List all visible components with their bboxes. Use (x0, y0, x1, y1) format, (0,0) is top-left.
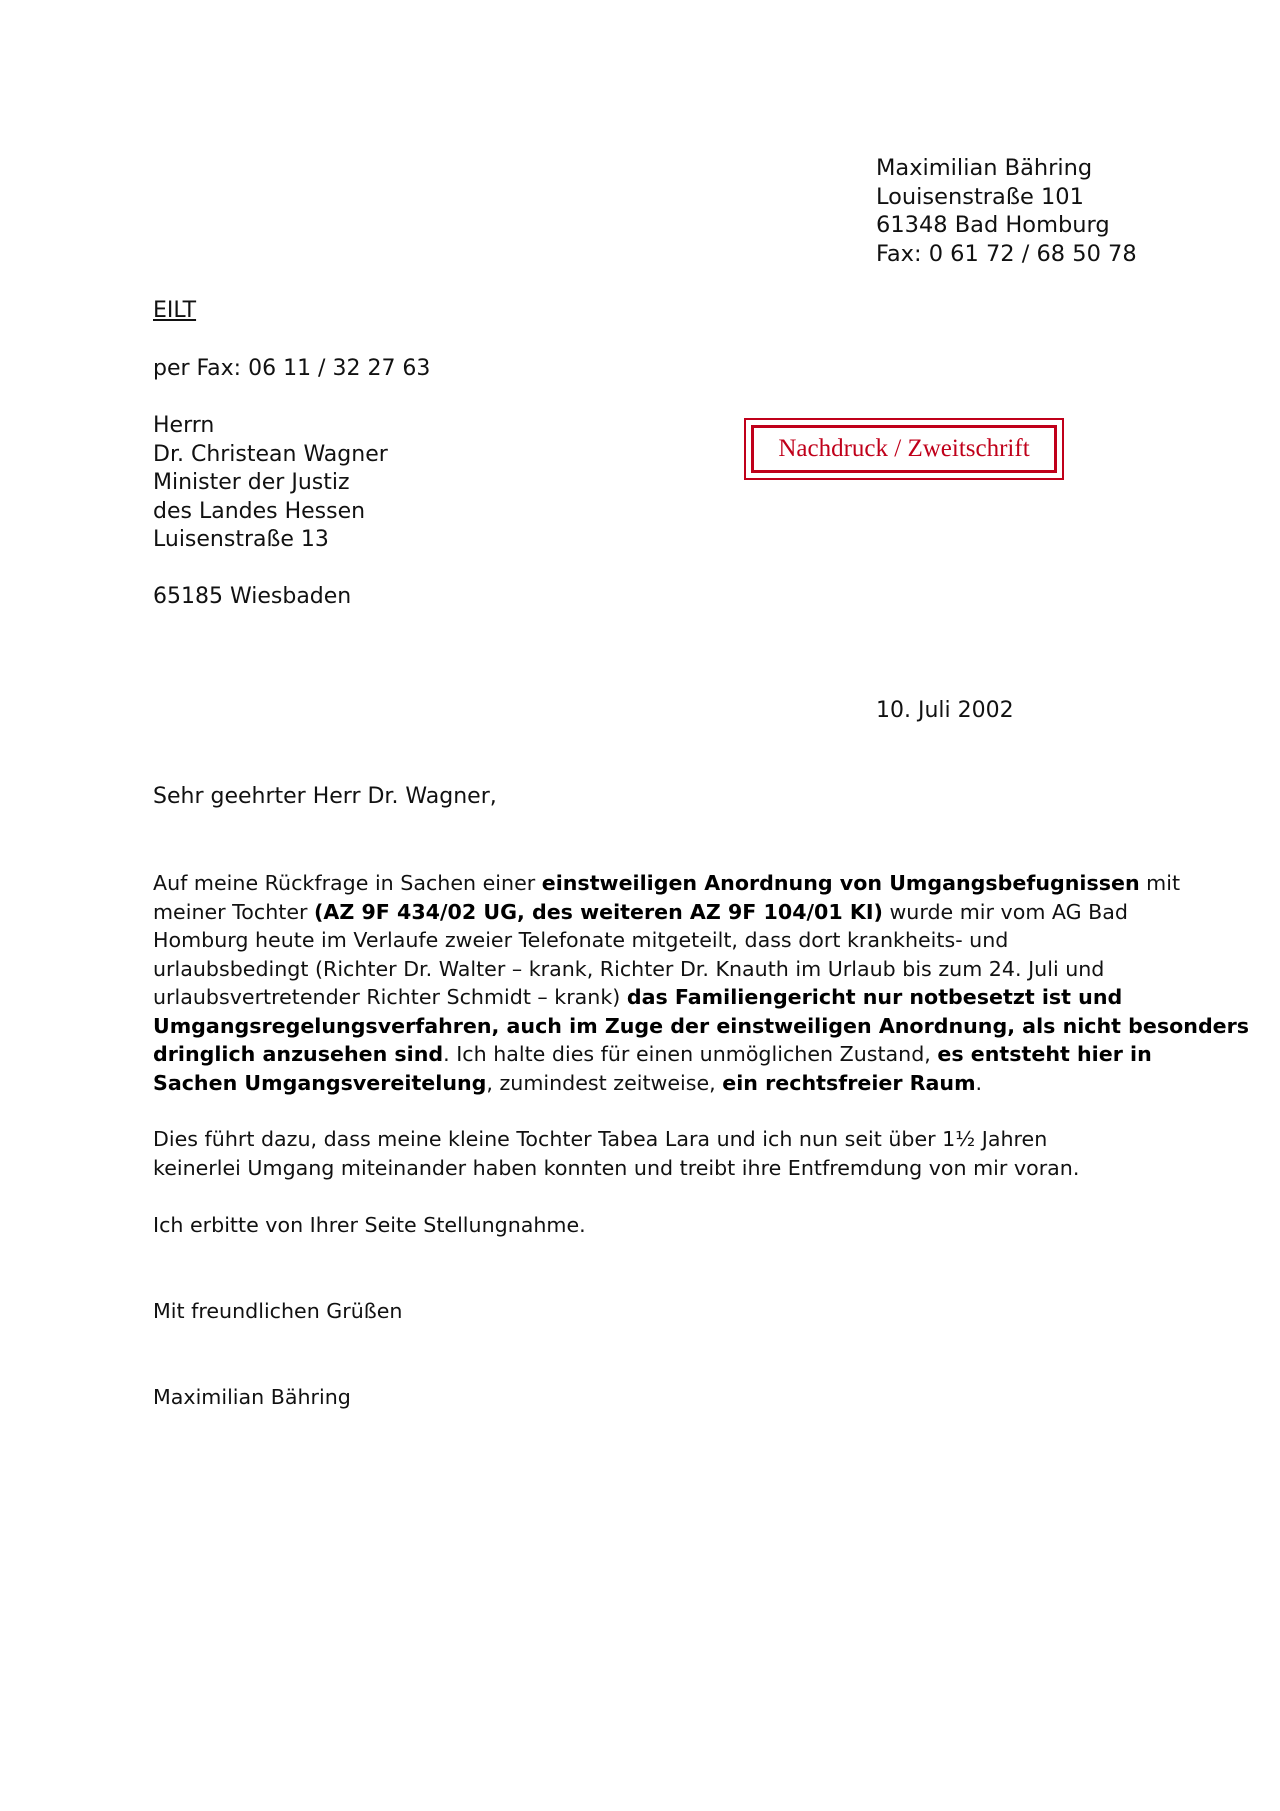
recipient-address (153, 412, 388, 555)
sender-street: Louisenstraße 101 (876, 183, 1084, 210)
paragraph-1 (153, 869, 1250, 1097)
text-run: meiner Tochter (153, 899, 314, 924)
sender-city: 61348 Bad Homburg (876, 212, 1110, 238)
text-run-emphasis: einstweiligen Anordnung von Umgangsbefugnissen (541, 871, 1140, 895)
paragraph-2 (153, 1125, 1079, 1182)
case-reference: (AZ 9F 434/02 UG, des weiteren AZ 9F 104/01 KI) (314, 899, 883, 924)
text-run-emphasis: es entsteht hier in (937, 1042, 1152, 1066)
paragraph-1-line: Homburg heute im Verlaufe zweier Telefonate mitgeteilt, dass dort krankheits- und (153, 928, 1009, 952)
copy-stamp-text: Nachdruck / Zweitschrift (778, 435, 1030, 462)
text-run: . (975, 1070, 983, 1095)
text-run-emphasis: dringlich anzusehen sind (153, 1042, 444, 1066)
text-run-emphasis: das Familiengericht nur notbesetzt ist und (626, 985, 1123, 1009)
recipient-city: 65185 Wiesbaden (153, 584, 352, 609)
text-run: . Ich halte dies für einen unmöglichen Zustand, (443, 1042, 938, 1066)
paragraph-2-line: Dies führt dazu, dass meine kleine Tochter Tabea Lara und ich nun seit über 1½ Jahren (153, 1127, 1048, 1151)
recipient-salutation: Herrn (153, 413, 215, 438)
paragraph-1-line (153, 898, 1128, 927)
fax-line: per Fax: 06 11 / 32 27 63 (153, 356, 431, 381)
text-run: wurde mir vom AG Bad (882, 899, 1128, 924)
paragraph-1-line: Umgangsregelungsverfahren, auch im Zuge der einstweiligen Anordnung, als nicht besonders (153, 1013, 1250, 1038)
letter-date: 10. Juli 2002 (876, 698, 1014, 723)
recipient-street: Luisenstraße 13 (153, 527, 329, 552)
salutation: Sehr geehrter Herr Dr. Wagner, (153, 784, 497, 809)
paragraph-1-line (153, 1069, 1123, 1098)
paragraph-2-line: keinerlei Umgang miteinander haben konnten und treibt ihre Entfremdung von mir voran. (153, 1155, 1080, 1180)
recipient-name: Dr. Christean Wagner (153, 441, 388, 467)
text-run-emphasis: ein rechtsfreier Raum (722, 1070, 976, 1095)
text-run: , zumindest zeitweise, (486, 1070, 723, 1095)
paragraph-1-line (153, 1040, 1152, 1069)
recipient-title: Minister der Justiz (153, 470, 350, 495)
urgent-marker: EILT (153, 298, 197, 323)
copy-stamp-frame (751, 425, 1057, 473)
sender-address (876, 154, 1137, 268)
paragraph-1-line (153, 983, 1123, 1012)
text-run: urlaubsvertretender Richter Schmidt – krank) (153, 985, 627, 1009)
paragraph-3: Ich erbitte von Ihrer Seite Stellungnahme. (153, 1213, 586, 1237)
sender-fax: Fax: 0 61 72 / 68 50 78 (876, 240, 1137, 267)
sender-name: Maximilian Bähring (876, 155, 1093, 181)
text-run-emphasis: Sachen Umgangsvereitelung (153, 1070, 487, 1095)
signature: Maximilian Bähring (153, 1385, 351, 1409)
paragraph-1-line: urlaubsbedingt (Richter Dr. Walter – krank, Richter Dr. Knauth im Urlaub bis zum 24. Juli und (153, 956, 1105, 981)
text-run: mit (1139, 871, 1181, 895)
closing: Mit freundlichen Grüßen (153, 1299, 403, 1323)
recipient-office: des Landes Hessen (153, 498, 366, 524)
paragraph-1-line (153, 869, 1181, 898)
text-run: Auf meine Rückfrage in Sachen einer (153, 871, 542, 895)
copy-stamp (744, 418, 1064, 480)
